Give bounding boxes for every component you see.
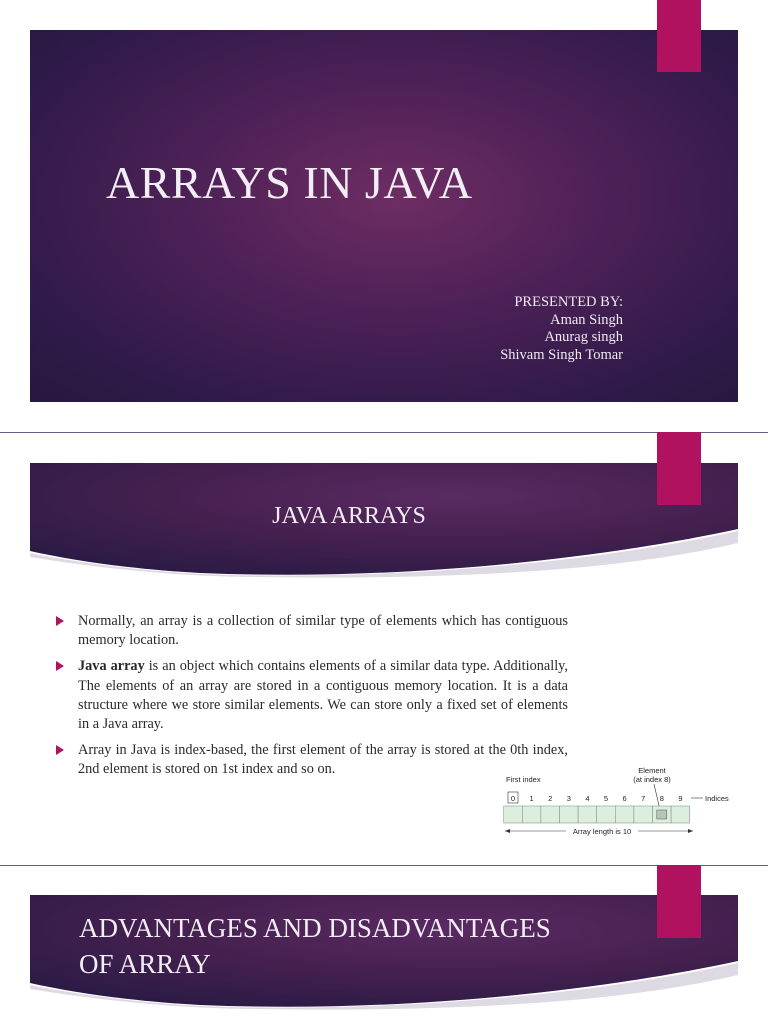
array-cell	[615, 806, 634, 823]
array-cells	[504, 806, 690, 823]
title-slide	[30, 30, 738, 402]
slide-divider	[0, 432, 768, 433]
accent-tab	[657, 432, 701, 505]
first-index-label: First index	[506, 775, 541, 784]
array-cell	[578, 806, 597, 823]
accent-tab	[657, 0, 701, 72]
element-label: Element	[638, 766, 666, 775]
presenters-heading: PRESENTED BY:	[514, 294, 623, 310]
slide-title: JAVA ARRAYS	[272, 503, 426, 529]
bullet-arrow-icon	[56, 616, 64, 626]
index-label: 9	[678, 794, 683, 803]
array-cell	[522, 806, 541, 823]
bullet-arrow-icon	[56, 745, 64, 755]
slide-title: ARRAYS IN JAVA	[106, 157, 473, 208]
array-length-label: Array length is 10	[572, 827, 632, 836]
index-label: 1	[529, 794, 534, 803]
index-label: 4	[585, 794, 590, 803]
slide-divider	[0, 865, 768, 866]
bullet-list	[56, 612, 568, 787]
array-cell	[634, 806, 653, 823]
array-cell	[597, 806, 616, 823]
index-label: 0	[510, 794, 516, 803]
presenter-name: Aman Singh	[550, 311, 623, 328]
element-index-label: (at index 8)	[633, 775, 671, 784]
bullet-arrow-icon	[56, 661, 64, 671]
index-label: 6	[622, 794, 627, 803]
array-cell	[504, 806, 523, 823]
index-label: 3	[566, 794, 571, 803]
array-cell	[560, 806, 579, 823]
accent-tab	[657, 865, 701, 938]
slide-title: ADVANTAGES AND DISADVANTAGES OF ARRAY	[79, 913, 551, 979]
index-label: 2	[548, 794, 553, 803]
indices-label: Indices	[705, 794, 729, 803]
bullet-item: Array in Java is index-based, the first element of the array is stored at the 0th index, 2nd element is stored on 1st index and so on.	[56, 741, 568, 779]
presenter-name: Shivam Singh Tomar	[500, 346, 623, 363]
index-label: 5	[603, 794, 609, 803]
highlighted-element	[657, 810, 667, 819]
bullet-item: Normally, an array is a collection of similar type of elements which has contiguous memory location.	[56, 612, 568, 650]
presenter-name: Anurag singh	[544, 329, 623, 345]
index-label: 8	[659, 794, 664, 803]
index-label: 7	[641, 794, 646, 803]
bullet-item: Java array is an object which contains elements of a similar data type. Additionally, The elements of an array are stored in a contiguous memory location. It is a data structure where we store similar elements. We can store only a fixed set of elements in a Java array.	[56, 657, 568, 734]
presenters-block	[500, 294, 623, 364]
bold-term: Java array	[78, 658, 145, 675]
array-diagram	[498, 764, 738, 836]
array-cell	[541, 806, 560, 823]
array-cell	[671, 806, 690, 823]
